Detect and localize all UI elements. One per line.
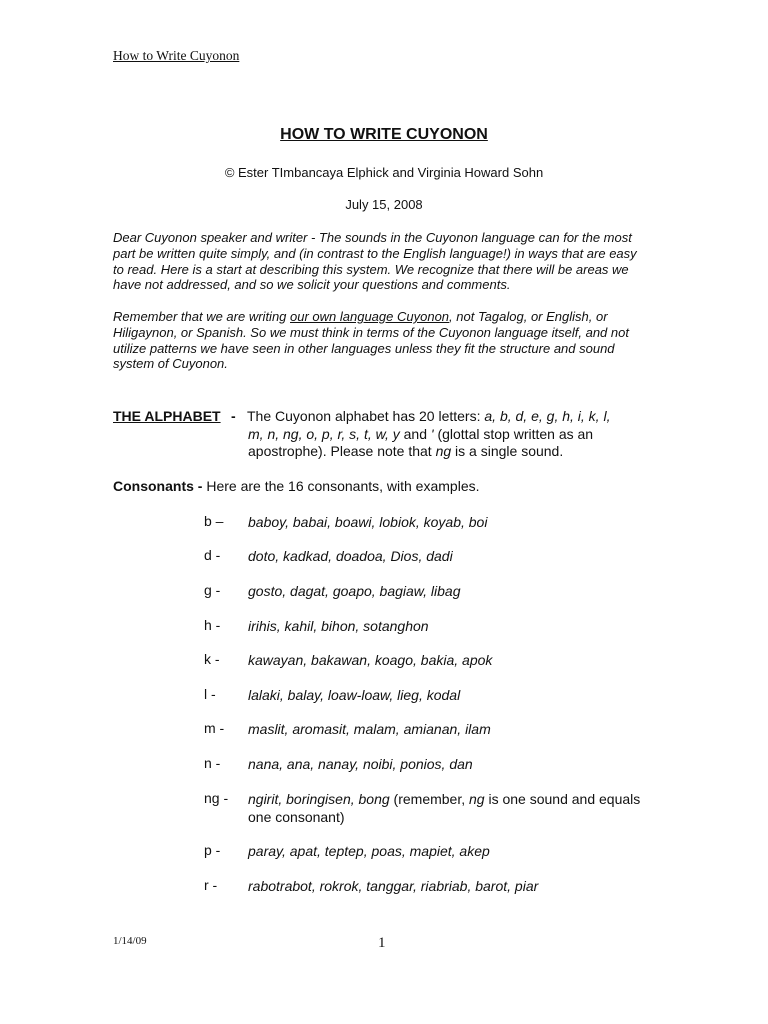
- consonant-letter: ng -: [204, 790, 229, 806]
- consonant-examples: rabotrabot, rokrok, tanggar, riabriab, barot, piar: [248, 878, 539, 894]
- remember-text-before: Remember that we are writing: [113, 309, 291, 324]
- consonant-letter: n -: [204, 755, 221, 771]
- alphabet-heading: THE ALPHABET: [113, 408, 221, 424]
- remember-underlined: our own language Cuyonon: [290, 309, 450, 324]
- consonant-examples: doto, kadkad, doadoa, Dios, dadi: [248, 548, 453, 564]
- consonants-heading: Consonants -: [113, 478, 203, 494]
- ng-note-after: is one sound and equals one consonant): [248, 791, 641, 825]
- running-header: How to Write Cuyonon: [113, 48, 240, 63]
- consonant-letter: b –: [204, 513, 224, 529]
- alphabet-line3-before: apostrophe). Please note that: [248, 443, 436, 459]
- consonant-letter: k -: [204, 651, 220, 667]
- consonant-examples: kawayan, bakawan, koago, bakia, apok: [248, 652, 493, 668]
- consonant-examples: gosto, dagat, goapo, bagiaw, libag: [248, 583, 461, 599]
- consonant-examples: paray, apat, teptep, poas, mapiet, akep: [248, 843, 490, 859]
- document-date: July 15, 2008: [345, 197, 423, 212]
- alphabet-letters-1: a, b, d, e, g, h, i, k, l,: [484, 408, 611, 424]
- page-number: 1: [378, 935, 386, 951]
- ng-examples: ngirit, boringisen, bong: [248, 791, 390, 807]
- ng-note-before: (remember,: [389, 791, 470, 807]
- consonant-examples: baboy, babai, boawi, lobiok, koyab, boi: [248, 514, 488, 530]
- glottal-desc: (glottal stop written as an: [433, 426, 594, 442]
- alphabet-line-3: [248, 443, 563, 459]
- consonant-examples: lalaki, balay, loaw-loaw, lieg, kodal: [248, 687, 461, 703]
- alphabet-letters-2: m, n, ng, o, p, r, s, t, w, y: [248, 426, 400, 442]
- alphabet-line-1: [247, 408, 610, 424]
- alphabet-and: and: [399, 426, 431, 442]
- consonant-examples: nana, ana, nanay, noibi, ponios, dan: [248, 756, 473, 772]
- consonant-letter: r -: [204, 877, 218, 893]
- alphabet-dash: -: [231, 408, 236, 424]
- consonants-intro-line: [113, 478, 480, 494]
- consonant-examples: irihis, kahil, bihon, sotanghon: [248, 618, 429, 634]
- remember-text-after: , not Tagalog, or English, or Hiligaynon, or Spanish. So we must think in terms of the Cuyonon language itself, and not utilize patterns we have seen in other languages unless they fit the structure and sound system of Cuyonon.: [113, 309, 629, 372]
- authors-line: © Ester TImbancaya Elphick and Virginia Howard Sohn: [224, 165, 544, 180]
- glottal-mark: ': [430, 426, 434, 442]
- consonant-letter: g -: [204, 582, 221, 598]
- alphabet-line-2: [248, 426, 593, 442]
- remember-paragraph: [113, 309, 643, 372]
- consonant-examples: maslit, aromasit, malam, amianan, ilam: [248, 721, 491, 737]
- consonants-intro: Here are the 16 consonants, with examples.: [202, 478, 480, 494]
- consonant-examples-ng: [248, 790, 648, 826]
- alphabet-line3-ng: ng: [435, 443, 452, 459]
- consonant-letter: d -: [204, 547, 221, 563]
- alphabet-intro: The Cuyonon alphabet has 20 letters:: [247, 408, 485, 424]
- consonant-letter: h -: [204, 617, 221, 633]
- footer-date: 1/14/09: [113, 935, 147, 947]
- consonant-letter: l -: [204, 686, 216, 702]
- alphabet-line3-after: is a single sound.: [451, 443, 564, 459]
- intro-paragraph: Dear Cuyonon speaker and writer - The sounds in the Cuyonon language can for the most part be written quite simply, and (in contrast to the English language!) in ways that are easy to read. Here is a start at describing this system. We recognize that there will be areas we have not addressed, and so we solicit your questions and comments.: [113, 230, 637, 293]
- ng-note-ng: ng: [469, 791, 485, 807]
- document-title: HOW TO WRITE CUYONON: [280, 126, 488, 143]
- consonant-letter: p -: [204, 842, 221, 858]
- consonant-letter: m -: [204, 720, 225, 736]
